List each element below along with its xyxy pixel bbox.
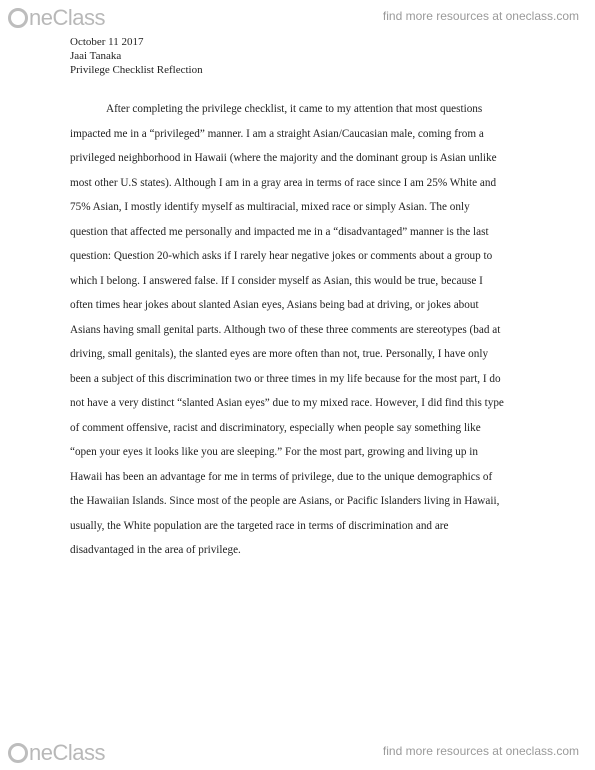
oneclass-logo[interactable] <box>8 5 105 31</box>
logo-ring-icon <box>8 743 28 763</box>
document-body <box>70 97 532 563</box>
body-line: most other U.S states). Although I am in a gray area in terms of race since I am 25% White and <box>70 176 497 189</box>
body-line: of comment offensive, racist and discriminatory, especially when people say something like <box>70 421 481 434</box>
body-line: 75% Asian, I mostly identify myself as multiracial, mixed race or simply Asian. The only <box>70 201 470 213</box>
page-footer <box>0 730 595 770</box>
body-line: usually, the White population are the targeted race in terms of discrimination and are <box>70 519 449 532</box>
logo-text-rest: neClass <box>29 740 105 765</box>
body-line: disadvantaged in the area of privilege. <box>70 544 241 556</box>
body-line: often times hear jokes about slanted Asian eyes, Asians being bad at driving, or jokes about <box>70 299 479 311</box>
logo-ring-icon <box>8 8 28 28</box>
oneclass-logo-footer[interactable] <box>8 740 105 766</box>
find-more-resources-link-footer[interactable]: find more resources at oneclass.com <box>382 744 579 758</box>
document-author: Jaai Tanaka <box>70 50 122 62</box>
body-line: the Hawaiian Islands. Since most of the people are Asians, or Pacific Islanders living in Hawaii, <box>70 495 500 507</box>
document-title: Privilege Checklist Reflection <box>70 64 203 76</box>
body-line: been a subject of this discrimination two or three times in my life because for the most part, I do <box>70 372 501 385</box>
document-date: October 11 2017 <box>70 36 144 48</box>
body-line: After completing the privilege checklist, it came to my attention that most questions <box>106 103 483 115</box>
body-line: Hawaii has been an advantage for me in terms of privilege, due to the unique demographics of <box>70 470 493 483</box>
body-line: privileged neighborhood in Hawaii (where the majority and the dominant group is Asian unlike <box>70 152 497 164</box>
document-heading <box>70 35 203 77</box>
body-line: “open your eyes it looks like you are sleeping.” For the most part, growing and living up in <box>70 446 478 458</box>
body-line: which I belong. I answered false. If I consider myself as Asian, this would be true, because I <box>70 274 483 287</box>
body-line: not have a very distinct “slanted Asian eyes” due to my mixed race. However, I did find this type <box>70 397 504 409</box>
logo-text-rest: neClass <box>29 5 105 30</box>
page-header <box>0 0 595 36</box>
body-line: impacted me in a “privileged” manner. I am a straight Asian/Caucasian male, coming from a <box>70 127 484 140</box>
body-line: question that affected me personally and impacted me in a “disadvantaged” manner is the last <box>70 225 489 238</box>
body-line: driving, small genitals), the slanted eyes are more often than not, true. Personally, I have only <box>70 348 489 360</box>
body-line: question: Question 20-which asks if I rarely hear negative jokes or comments about a group to <box>70 250 493 262</box>
find-more-resources-link[interactable]: find more resources at oneclass.com <box>382 9 579 23</box>
body-line: Asians having small genital parts. Although two of these three comments are stereotypes (bad at <box>70 323 501 336</box>
